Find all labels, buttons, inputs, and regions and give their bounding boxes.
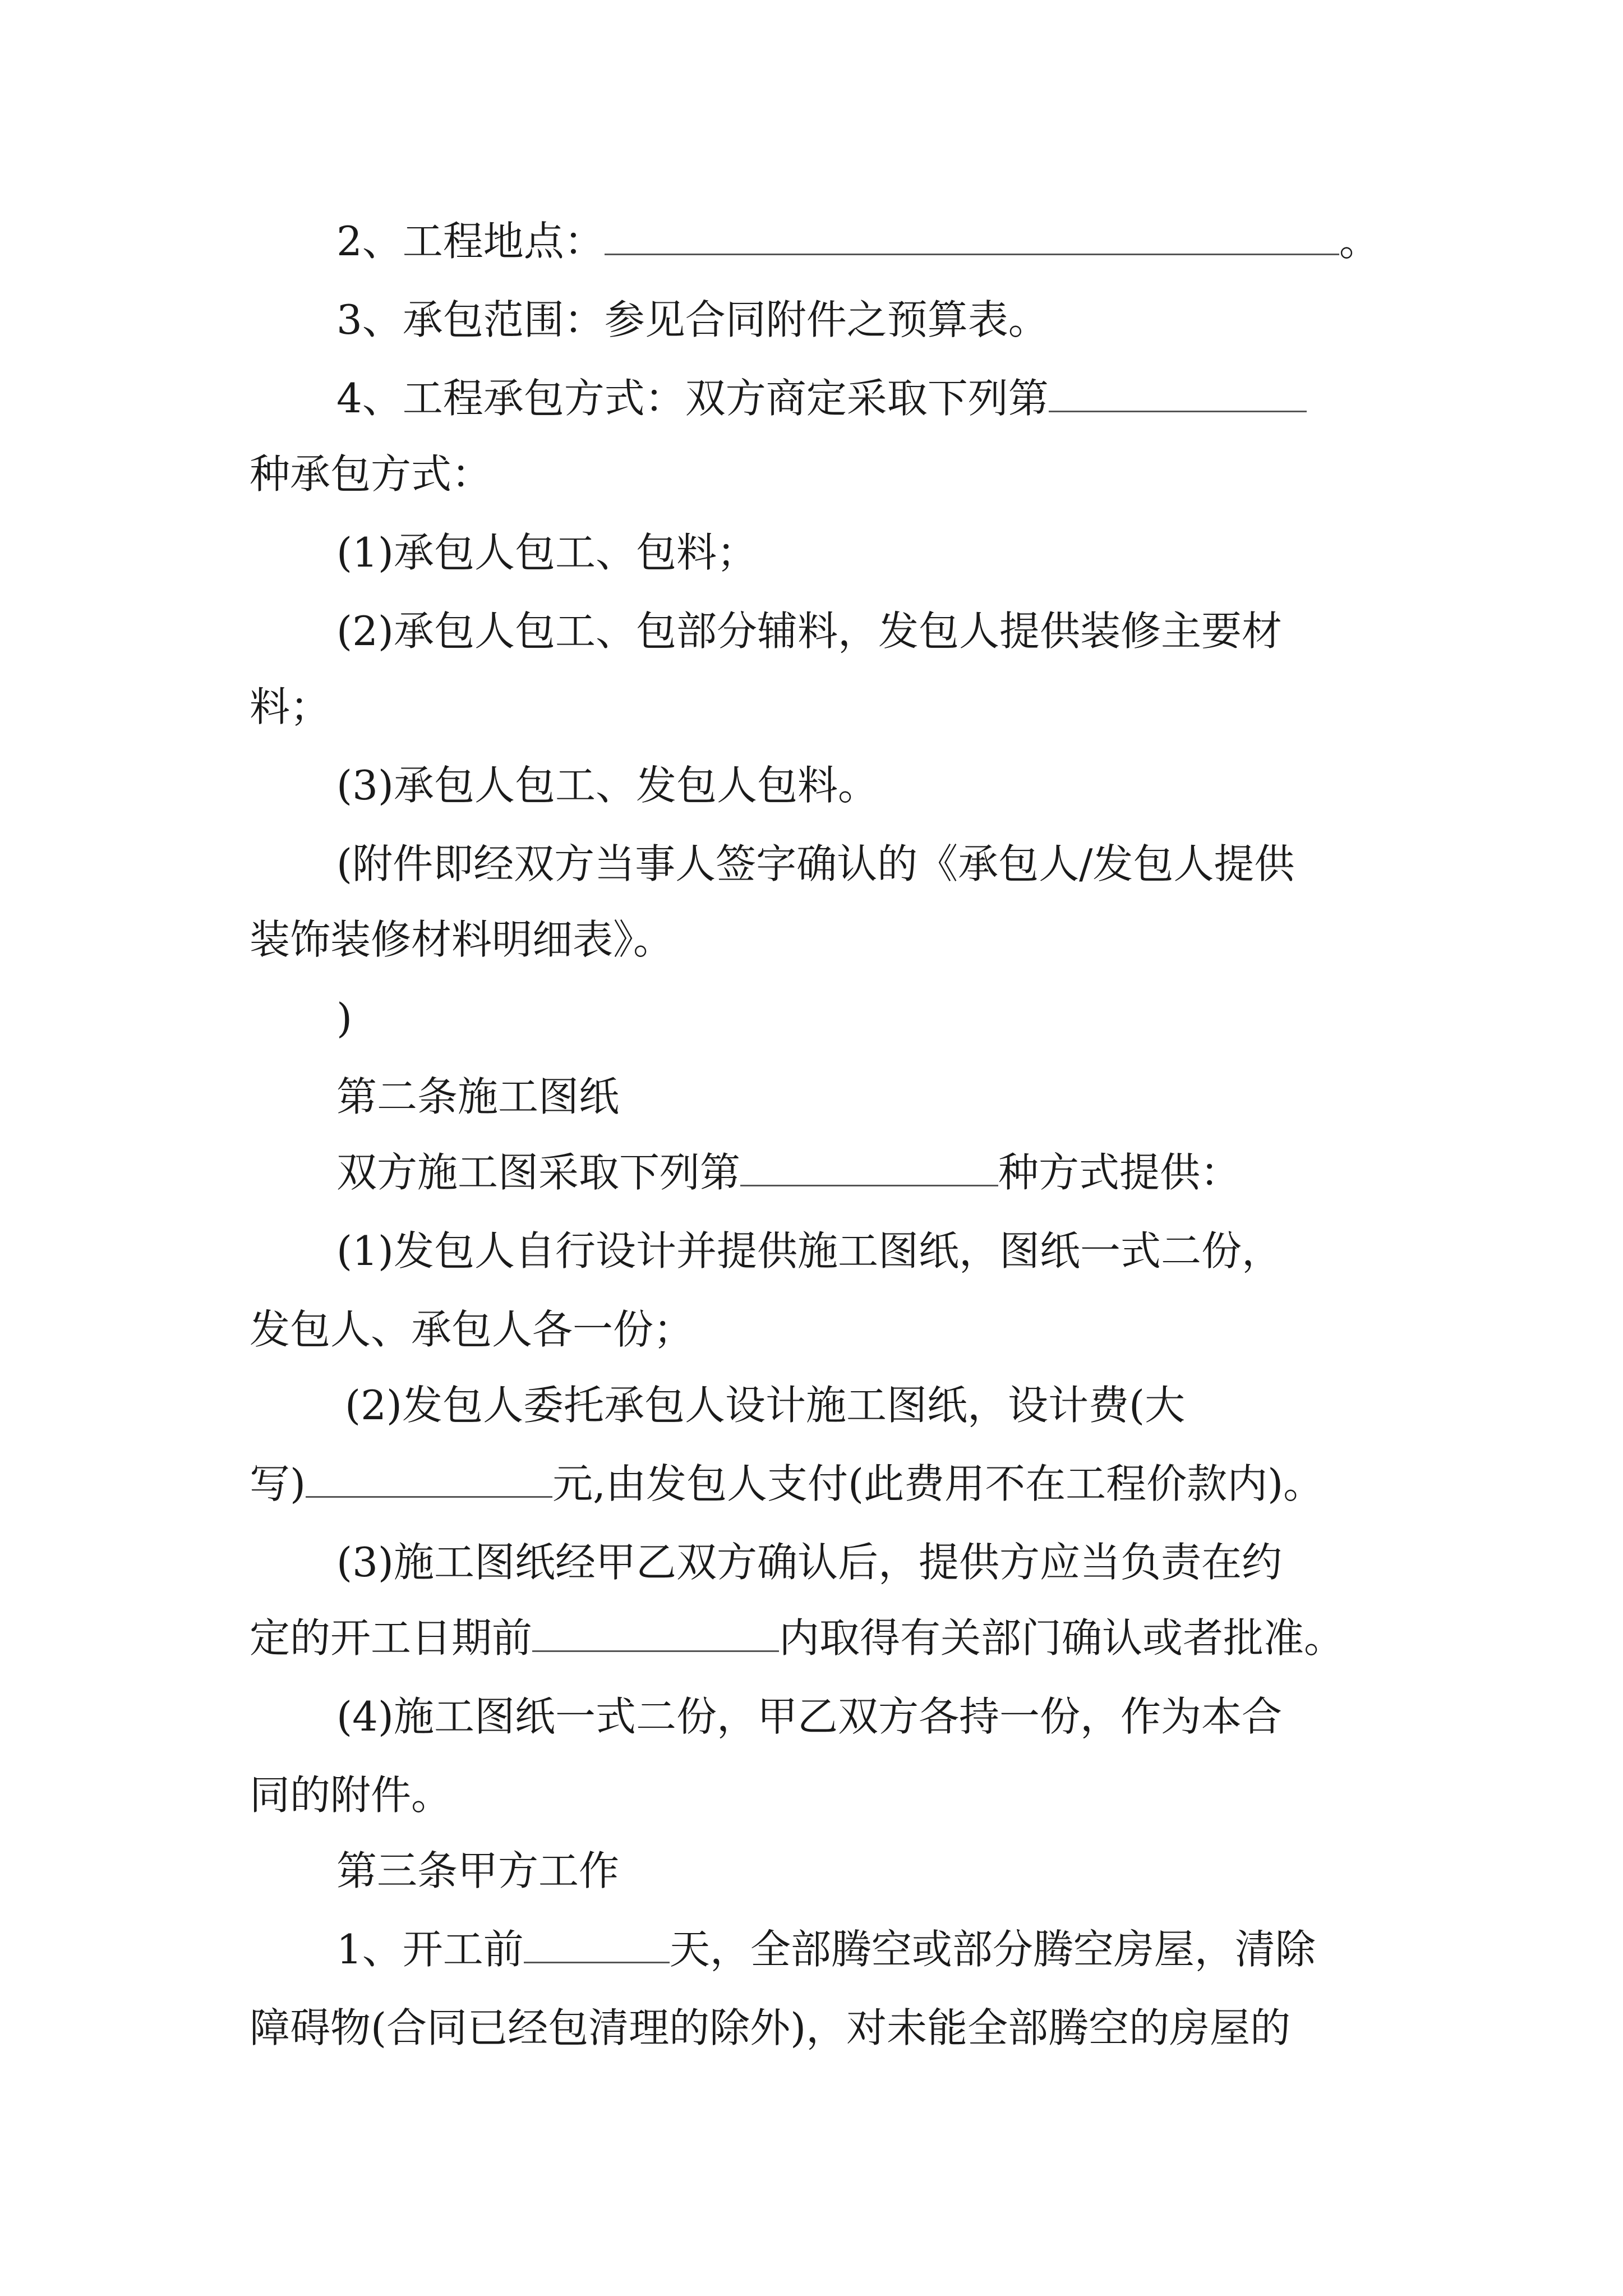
line-drawing-option-3: (3)施工图纸经甲乙双方确认后，提供方应当负责在约 <box>336 1539 1282 1586</box>
line-drawing-option-2: (2)发包人委托承包人设计施工图纸，设计费(大 <box>345 1382 1186 1429</box>
section-heading-party-a: 第三条甲方工作 <box>336 1847 620 1894</box>
line-text: 内取得有关部门确认或者批准。 <box>779 1614 1345 1662</box>
fill-in-blank <box>524 1922 670 1963</box>
line-contract-scope: 3、承包范围：参见合同附件之预算表。 <box>336 296 1049 343</box>
line-text: 定的开工日期前 <box>250 1614 533 1662</box>
line-text: 装饰装修材料明细表》。 <box>250 916 674 963</box>
line-text: 写) <box>250 1460 306 1507</box>
line-start-date <box>0 1599 1623 1677</box>
line-text: 发包人、承包人各一份； <box>250 1306 694 1353</box>
line-text: ) <box>336 995 353 1042</box>
line-contract-method <box>0 359 1623 438</box>
line-text: 种承包方式： <box>250 450 492 498</box>
line-text: 。 <box>1339 218 1380 265</box>
line-text: 元,由发包人支付(此费用不在工程价款内)。 <box>552 1460 1324 1507</box>
line-drawing-method <box>0 1133 1623 1212</box>
line-text: 4、工程承包方式：双方商定采取下列第 <box>336 375 1049 422</box>
line-option-2: (2)承包人包工、包部分辅料，发包人提供装修主要材 <box>336 608 1282 655</box>
line-text: 天，全部腾空或部分腾空房屋，清除 <box>669 1926 1316 1973</box>
line-option-1: (1)承包人包工、包料； <box>336 529 757 576</box>
fill-in-blank <box>740 1145 998 1186</box>
line-text: 同的附件。 <box>250 1772 452 1819</box>
line-design-fee <box>0 1444 1623 1523</box>
line-appendix-note: (附件即经双方当事人签字确认的《承包人/发包人提供 <box>336 840 1295 887</box>
section-heading-drawings: 第二条施工图纸 <box>336 1073 620 1120</box>
line-drawing-option-4: (4)施工图纸一式二份，甲乙双方各持一份，作为本合 <box>336 1693 1282 1740</box>
line-text: 障碍物(合同已经包清理的除外)，对未能全部腾空的房屋的 <box>250 2004 1291 2051</box>
line-project-location <box>0 202 1623 280</box>
fill-in-blank <box>1049 371 1307 412</box>
fill-in-blank <box>306 1457 552 1498</box>
fill-in-blank <box>532 1611 779 1652</box>
line-drawing-option-1: (1)发包人自行设计并提供施工图纸，图纸一式二份， <box>336 1227 1282 1274</box>
line-text: 双方施工图采取下列第 <box>336 1149 741 1196</box>
line-text: 种方式提供： <box>998 1149 1241 1196</box>
line-text: 2、工程地点： <box>336 218 605 265</box>
line-text: 料； <box>250 683 331 730</box>
line-before-start <box>0 1910 1623 1989</box>
line-option-3: (3)承包人包工、发包人包料。 <box>336 762 878 809</box>
fill-in-blank <box>605 214 1339 255</box>
line-text: 1、开工前 <box>336 1926 524 1973</box>
